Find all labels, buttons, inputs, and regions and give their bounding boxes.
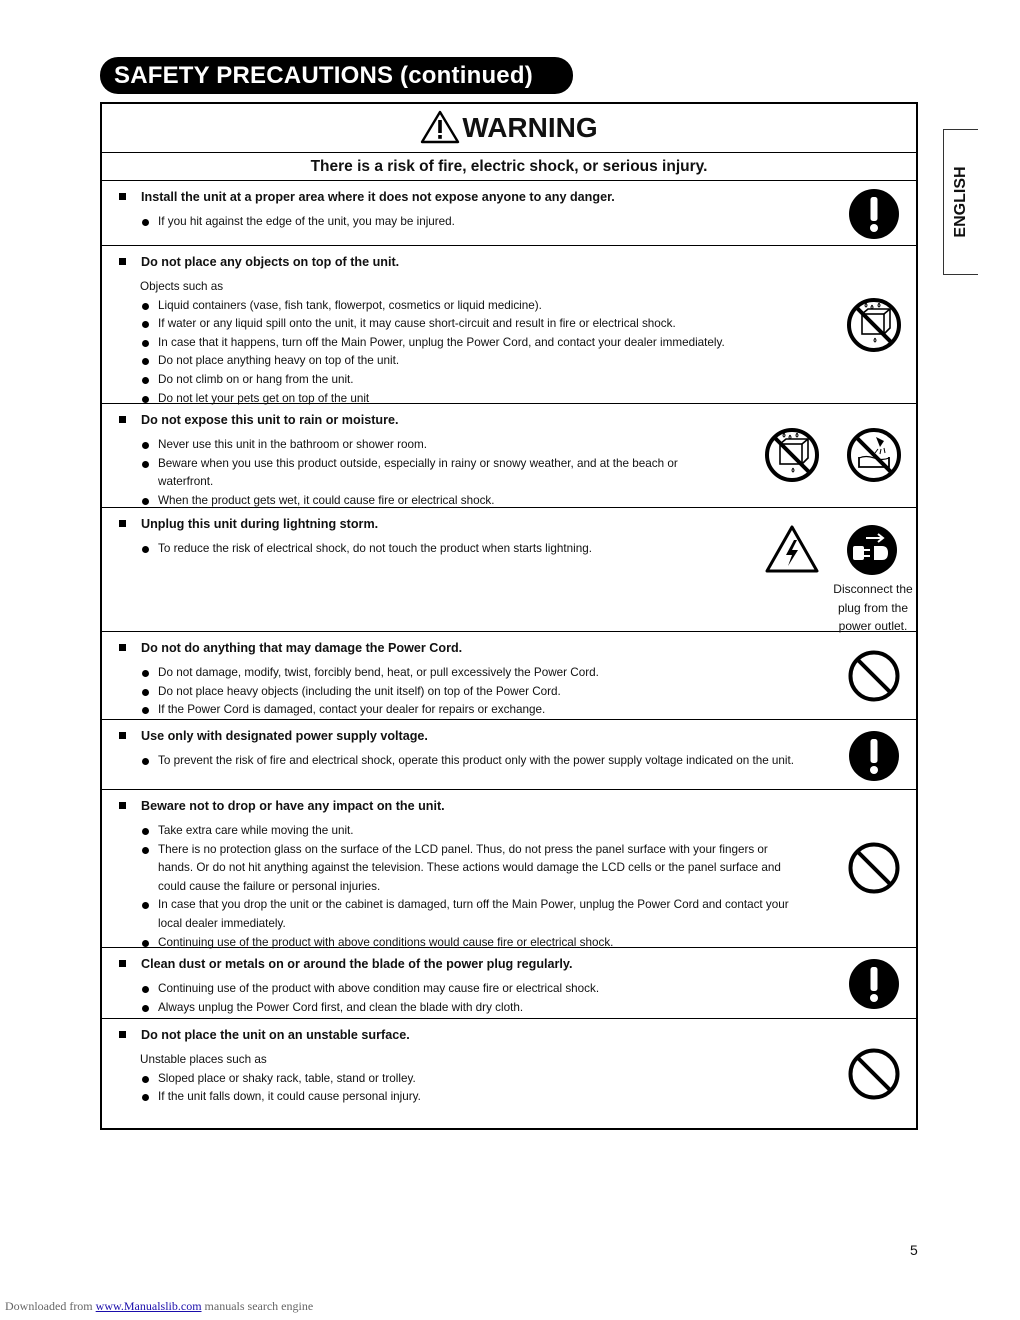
section-lightning (102, 508, 916, 632)
no-liquids-icon (764, 427, 820, 483)
section-heading: Beware not to drop or have any impact on the unit. (119, 799, 445, 813)
bullet-item: Do not place heavy objects (including the unit itself) on top of the Power Cord. (140, 683, 840, 702)
bullet-item: If water or any liquid spill onto the unit, it may cause short-circuit and result in fire or electrical shock. (140, 315, 840, 334)
section-heading: Do not expose this unit to rain or moisture. (119, 413, 399, 427)
prohibited-icon (848, 1048, 900, 1100)
section-heading: Do not place any objects on top of the unit. (119, 255, 399, 269)
section-power-cord (102, 632, 916, 720)
section-heading: Unplug this unit during lightning storm. (119, 517, 378, 531)
unplug-caption: Disconnect the plug from the power outlet. (833, 582, 913, 633)
bullet-continuation: hands. Or do not hit anything against the television. These actions would damage the LCD cells or the panel surface and (158, 861, 781, 875)
section-voltage (102, 720, 916, 790)
bullet-continuation: waterfront. (158, 475, 214, 489)
bullet-item: Do not place anything heavy on top of the unit. (140, 352, 840, 371)
section-unstable-surface (102, 1019, 916, 1128)
mandatory-icon (848, 730, 900, 782)
bullet-item: Take extra care while moving the unit. (140, 822, 840, 841)
bullet-item: Beware when you use this product outside, especially in rainy or snowy weather, and at the beach or (140, 455, 840, 474)
mandatory-icon (848, 188, 900, 240)
prohibited-icon (848, 650, 900, 702)
bullet-item: If the Power Cord is damaged, contact your dealer for repairs or exchange. (140, 701, 840, 720)
page-number: 5 (910, 1242, 918, 1258)
section-heading: Do not place the unit on an unstable surface. (119, 1028, 410, 1042)
section-clean-plug (102, 948, 916, 1019)
section-heading: Do not do anything that may damage the Power Cord. (119, 641, 462, 655)
bullet-item: Never use this unit in the bathroom or shower room. (140, 436, 840, 455)
mandatory-icon (848, 958, 900, 1010)
bullet-item: If the unit falls down, it could cause personal injury. (140, 1088, 840, 1107)
text-line: Unstable places such as (140, 1053, 267, 1066)
bullet-item: If you hit against the edge of the unit, you may be injured. (140, 213, 840, 232)
section-no-objects (102, 246, 916, 404)
risk-statement: There is a risk of fire, electric shock, or serious injury. (102, 153, 916, 181)
no-shower-icon (846, 427, 902, 483)
language-tab (943, 129, 978, 275)
bullet-item: When the product gets wet, it could cause fire or electrical shock. (140, 492, 840, 511)
section-install (102, 181, 916, 246)
section-heading: Install the unit at a proper area where it does not expose anyone to any danger. (119, 190, 615, 204)
warning-triangle-icon (420, 110, 460, 144)
bullet-continuation: local dealer immediately. (158, 916, 286, 930)
download-footer: Downloaded from www.Manualslib.com manuals search engine (5, 1299, 314, 1313)
bullet-item: Sloped place or shaky rack, table, stand or trolley. (140, 1070, 840, 1089)
bullet-continuation: could cause the failure or personal injuries. (158, 879, 381, 893)
bullet-item: Always unplug the Power Cord first, and clean the blade with dry cloth. (140, 999, 840, 1018)
text-line: Objects such as (140, 280, 224, 293)
electric-shock-icon (764, 524, 820, 574)
page-title: SAFETY PRECAUTIONS (continued) (100, 57, 573, 94)
section-heading: Use only with designated power supply voltage. (119, 729, 428, 743)
warning-label: WARNING (462, 112, 598, 143)
bullet-item: Continuing use of the product with above conditions would cause fire or electrical shock. (140, 934, 840, 953)
unplug-icon (846, 524, 898, 576)
warning-header (102, 104, 916, 153)
section-heading: Clean dust or metals on or around the blade of the power plug regularly. (119, 957, 573, 971)
warning-box (100, 102, 918, 1130)
bullet-item: In case that it happens, turn off the Main Power, unplug the Power Cord, and contact your dealer immediately. (140, 334, 840, 353)
bullet-item: Liquid containers (vase, fish tank, flowerpot, cosmetics or liquid medicine). (140, 297, 840, 316)
bullet-item: Do not climb on or hang from the unit. (140, 371, 840, 390)
bullet-item: There is no protection glass on the surface of the LCD panel. Thus, do not press the panel surface with your fingers or (140, 841, 840, 860)
prohibited-icon (848, 842, 900, 894)
manualslib-link[interactable]: www.Manualslib.com (95, 1299, 202, 1313)
no-liquids-icon (846, 297, 902, 353)
section-no-drop (102, 790, 916, 948)
bullet-item: To prevent the risk of fire and electrical shock, operate this product only with the power supply voltage indicated on the unit. (140, 752, 840, 771)
bullet-item: In case that you drop the unit or the cabinet is damaged, turn off the Main Power, unplug the Power Cord and contact your (140, 896, 840, 915)
bullet-item: Do not let your pets get on top of the unit (140, 390, 840, 409)
section-no-moisture (102, 404, 916, 508)
language-tab-label: ENGLISH (952, 166, 969, 238)
bullet-item: To reduce the risk of electrical shock, do not touch the product when starts lightning. (140, 540, 840, 559)
bullet-item: Continuing use of the product with above condition may cause fire or electrical shock. (140, 980, 840, 999)
bullet-item: Do not damage, modify, twist, forcibly bend, heat, or pull excessively the Power Cord. (140, 664, 840, 683)
